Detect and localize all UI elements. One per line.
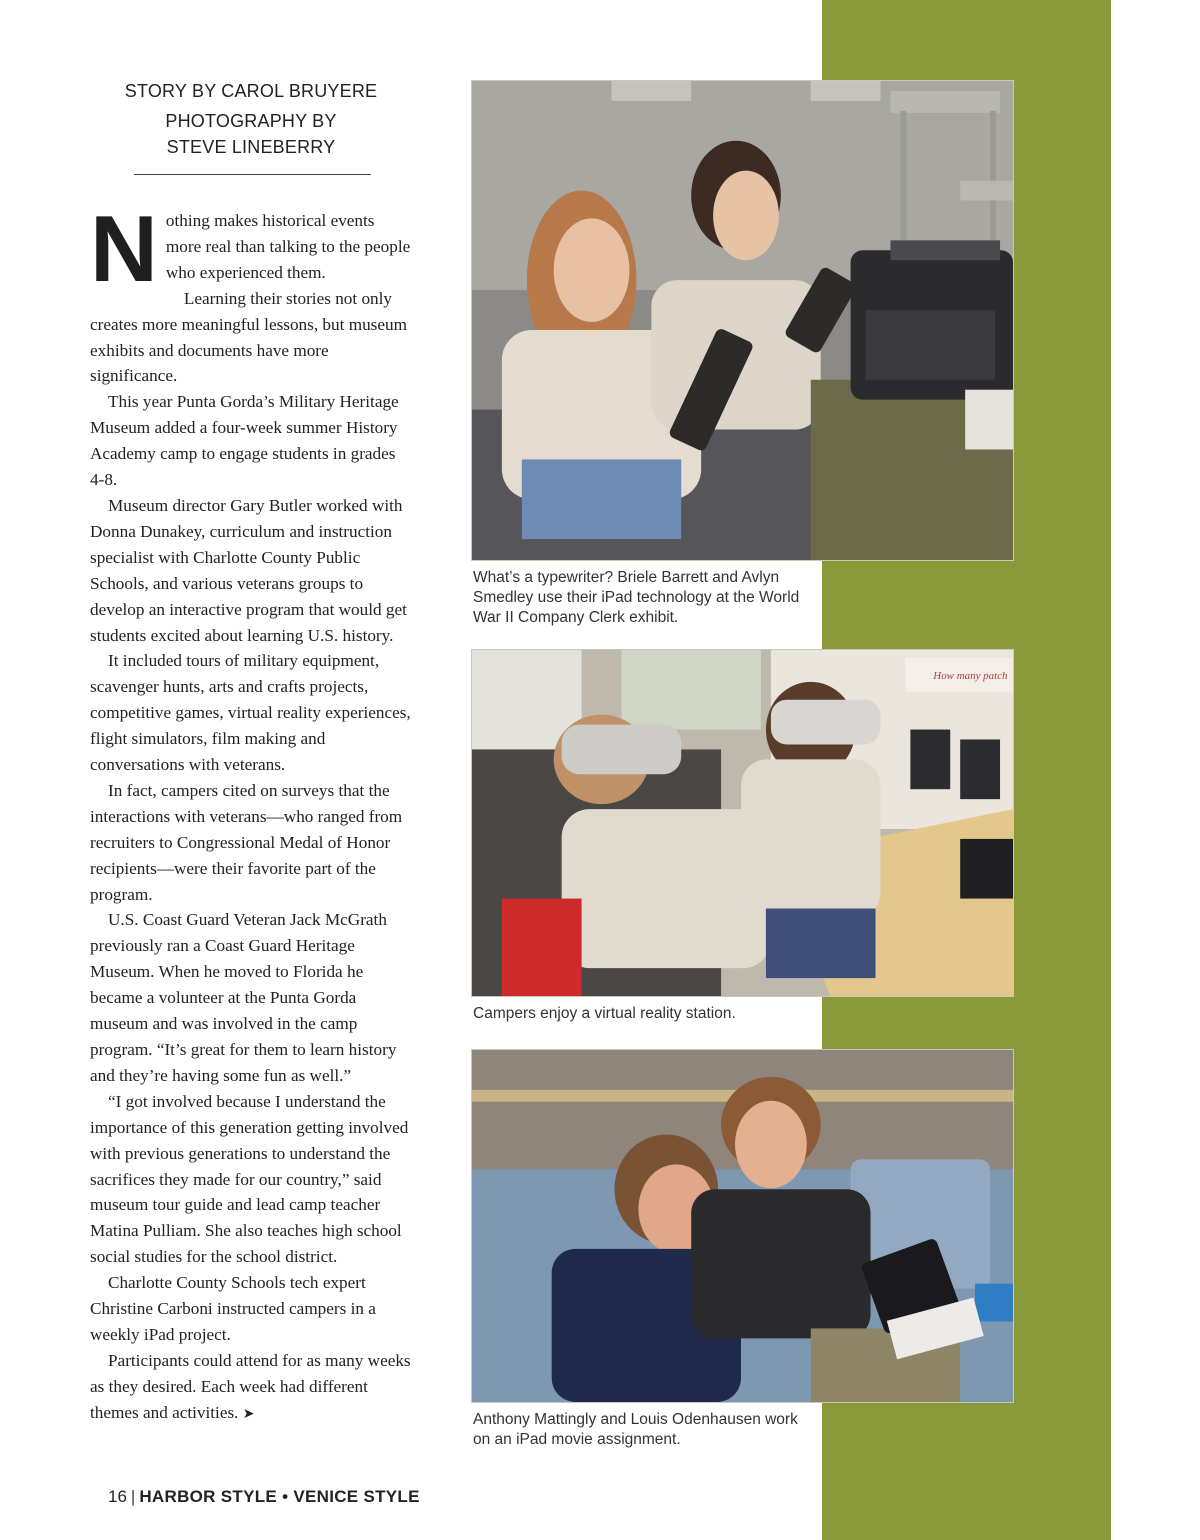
article-paragraph: It included tours of military equipment, scavenger hunts, arts and crafts projects, competitive games, virtual reality experiences, flight simulators, film making and conversations with veterans. <box>90 651 411 775</box>
article-paragraph <box>90 1348 412 1428</box>
photo-virtual-reality <box>471 649 1014 997</box>
photo-caption: Anthony Mattingly and Louis Odenhausen work on an iPad movie assignment. <box>473 1411 798 1448</box>
byline-divider <box>134 174 371 175</box>
byline-story: STORY BY CAROL BRUYERE <box>124 81 378 101</box>
article-paragraph: “I got involved because I understand the importance of this generation getting involved with previous generations to understand the sacrifices they made for our country,” said museum tour guide and lead camp teacher Matina Pulliam. She also teaches high school social studies for the school district. <box>90 1091 409 1267</box>
byline-photo-line2: STEVE LINEBERRY <box>166 137 336 157</box>
page-number: 16 <box>108 1487 127 1506</box>
footer-separator: | <box>130 1487 136 1506</box>
article-body <box>90 196 412 1428</box>
article-paragraph: U.S. Coast Guard Veteran Jack McGrath previously ran a Coast Guard Heritage Museum. When he moved to Florida he became a volunteer at the Punta Gorda museum and was involved in the camp program. “It’s great for them to learn history and they’re having some fun as well.” <box>90 910 397 1085</box>
article-paragraph: Charlotte County Schools tech expert Christine Carboni instructed campers in a weekly iPad project. <box>90 1273 376 1344</box>
article-paragraph: Learning their stories not only creates more meaningful lessons, but museum exhibits and documents have more significance. <box>90 288 407 386</box>
photo-caption: What’s a typewriter? Briele Barrett and Avlyn Smedley use their iPad technology at the World War II Company Clerk exhibit. <box>473 569 800 626</box>
byline-photo-line1: PHOTOGRAPHY BY <box>165 111 337 131</box>
photo-typewriter-ipad <box>471 80 1014 561</box>
article-paragraph-text: othing makes historical events more real than talking to the people who experienced them. <box>165 211 411 282</box>
photo-caption: Campers enjoy a virtual reality station. <box>473 1005 736 1022</box>
page-footer <box>108 1487 420 1507</box>
publication-name: HARBOR STYLE • VENICE STYLE <box>139 1487 420 1506</box>
photo-ipad-movie <box>471 1049 1014 1403</box>
continue-arrow-icon: ➤ <box>242 1405 255 1422</box>
drop-cap: N <box>90 196 156 301</box>
article-paragraph: Museum director Gary Butler worked with Donna Dunakey, curriculum and instruction specialist with Charlotte County Public Schools, and various veterans groups to develop an interactive program that would get students excited about learning U.S. history. <box>90 495 407 645</box>
article-paragraph <box>90 196 412 301</box>
wall-sign-text: How many patch <box>933 669 1008 682</box>
article-paragraph: In fact, campers cited on surveys that the interactions with veterans—who ranged from recruiters to Congressional Medal of Honor recipients—were their favorite part of the program. <box>90 780 403 904</box>
article-paragraph-text: Participants could attend for as many weeks as they desired. Each week had different themes and activities. <box>90 1350 411 1422</box>
byline <box>120 78 382 160</box>
article-paragraph: This year Punta Gorda’s Military Heritage Museum added a four-week summer History Academy camp to engage students in grades 4-8. <box>90 392 399 490</box>
